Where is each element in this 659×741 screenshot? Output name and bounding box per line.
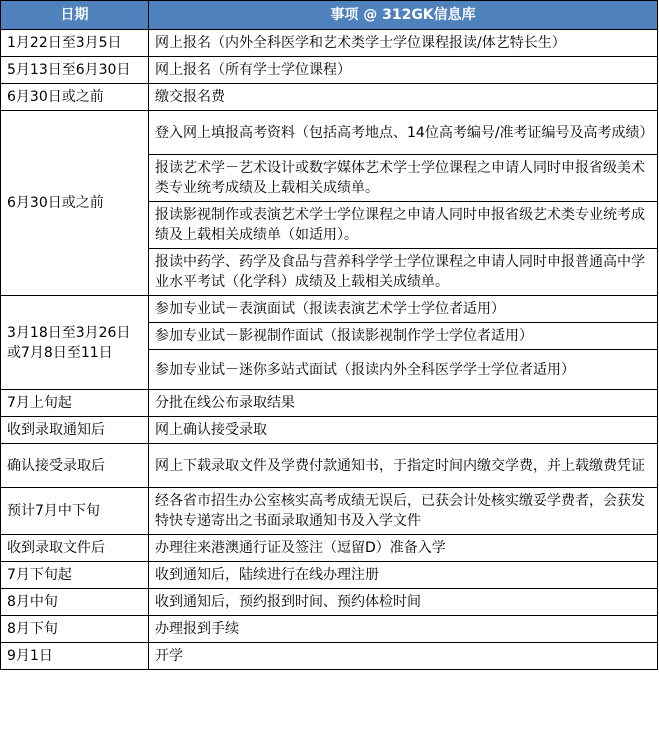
item-column-header: 事项 @ 312GK信息库 [149,1,658,30]
date-cell: 6月30日或之前 [1,111,149,296]
date-cell: 收到录取文件后 [1,535,149,562]
table-row [1,616,658,643]
table-row [1,390,658,417]
table-row [1,488,658,535]
item-cell: 办理往来港澳通行证及签注（逗留D）准备入学 [149,535,658,562]
date-column-header: 日期 [1,1,149,30]
item-cell: 收到通知后，预约报到时间、预约体检时间 [149,589,658,616]
table-row [1,111,658,155]
date-cell: 7月下旬起 [1,562,149,589]
table-row [1,417,658,444]
table-row [1,562,658,589]
item-cell: 参加专业试－迷你多站式面试（报读内外全科医学学士学位者适用） [149,350,658,390]
date-cell: 3月18日至3月26日或7月8日至11日 [1,296,149,390]
item-cell: 办理报到手续 [149,616,658,643]
item-cell: 报读影视制作或表演艺术学士学位课程之申请人同时申报省级艺术类专业统考成绩及上载相关成绩单（如适用）。 [149,202,658,249]
date-cell: 8月中旬 [1,589,149,616]
item-cell: 参加专业试－影视制作面试（报读影视制作学士学位者适用） [149,323,658,350]
date-cell: 6月30日或之前 [1,84,149,111]
date-cell: 5月13日至6月30日 [1,57,149,84]
date-cell: 收到录取通知后 [1,417,149,444]
table-row [1,535,658,562]
table-row [1,30,658,57]
table-row [1,643,658,670]
item-cell: 网上确认接受录取 [149,417,658,444]
table-row [1,296,658,323]
header-row [1,1,658,30]
item-cell: 网上报名（所有学士学位课程） [149,57,658,84]
date-cell: 7月上旬起 [1,390,149,417]
table-row [1,84,658,111]
item-cell: 缴交报名费 [149,84,658,111]
date-cell: 1月22日至3月5日 [1,30,149,57]
item-cell: 收到通知后，陆续进行在线办理注册 [149,562,658,589]
item-cell: 经各省市招生办公室核实高考成绩无误后，已获会计处核实缴妥学费者，会获发特快专递寄出之书面录取通知书及入学文件 [149,488,658,535]
item-cell: 登入网上填报高考资料（包括高考地点、14位高考编号/准考证编号及高考成绩） [149,111,658,155]
item-cell: 网上报名（内外全科医学和艺术类学士学位课程报读/体艺特长生） [149,30,658,57]
item-cell: 网上下载录取文件及学费付款通知书，于指定时间内缴交学费，并上载缴费凭证 [149,444,658,488]
date-cell: 预计7月中下旬 [1,488,149,535]
item-cell: 报读中药学、药学及食品与营养科学学士学位课程之申请人同时申报普通高中学业水平考试（化学科）成绩及上载相关成绩单。 [149,249,658,296]
table-row [1,57,658,84]
item-cell: 分批在线公布录取结果 [149,390,658,417]
table-row [1,589,658,616]
date-cell: 9月1日 [1,643,149,670]
item-cell: 开学 [149,643,658,670]
date-cell: 8月下旬 [1,616,149,643]
item-cell: 参加专业试－表演面试（报读表演艺术学士学位者适用） [149,296,658,323]
table-row [1,444,658,488]
date-cell: 确认接受录取后 [1,444,149,488]
item-cell: 报读艺术学－艺术设计或数字媒体艺术学士学位课程之申请人同时申报省级美术类专业统考成绩及上载相关成绩单。 [149,155,658,202]
